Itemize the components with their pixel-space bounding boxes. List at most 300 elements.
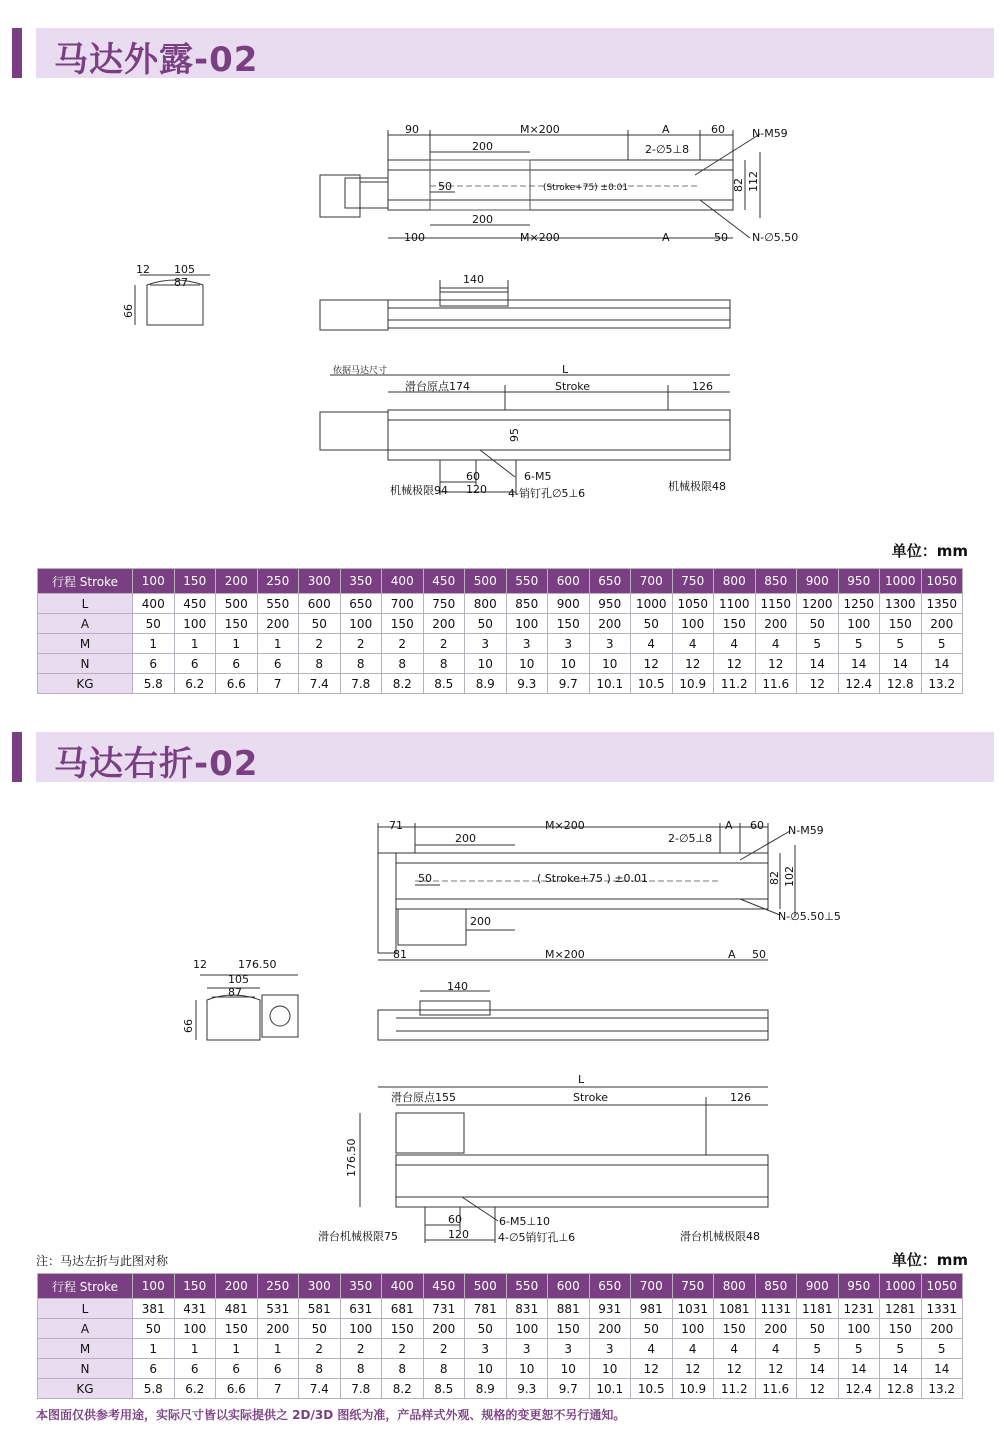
table-cell: 150 bbox=[382, 614, 424, 634]
dim-a-bottom: A bbox=[662, 231, 670, 244]
row-label: A bbox=[38, 614, 133, 634]
spec-table-header bbox=[38, 569, 963, 594]
row-label: M bbox=[38, 1339, 133, 1359]
label-limit-2: 机械极限48 bbox=[668, 480, 726, 493]
table-cell: 12 bbox=[672, 1359, 714, 1379]
header-stroke-value: 650 bbox=[589, 569, 631, 594]
table-cell: 200 bbox=[755, 614, 797, 634]
table-cell: 1 bbox=[174, 1339, 216, 1359]
spec-table-1 bbox=[37, 568, 963, 694]
table-cell: 12 bbox=[631, 1359, 673, 1379]
table-cell: 9.7 bbox=[548, 674, 590, 694]
table-cell: 12 bbox=[672, 654, 714, 674]
dim-87: 87 bbox=[174, 276, 188, 289]
table-row bbox=[38, 634, 963, 654]
label-n-hole: N-∅5.50⊥5 bbox=[778, 910, 841, 923]
table-cell: 11.6 bbox=[755, 674, 797, 694]
header-stroke-value: 400 bbox=[382, 569, 424, 594]
header-stroke-value: 200 bbox=[216, 1274, 258, 1299]
table-cell: 200 bbox=[423, 614, 465, 634]
table-cell: 6 bbox=[174, 1359, 216, 1379]
dim-120: 120 bbox=[448, 1228, 469, 1241]
table-cell: 6 bbox=[133, 1359, 175, 1379]
table-row bbox=[38, 654, 963, 674]
header-stroke-value: 950 bbox=[838, 1274, 880, 1299]
table-cell: 831 bbox=[506, 1299, 548, 1319]
table-cell: 9.7 bbox=[548, 1379, 590, 1399]
table-cell: 8.5 bbox=[423, 674, 465, 694]
header-stroke-value: 450 bbox=[423, 569, 465, 594]
table-row bbox=[38, 1359, 963, 1379]
table-cell: 1200 bbox=[797, 594, 839, 614]
table-cell: 10 bbox=[465, 1359, 507, 1379]
table-cell: 8 bbox=[382, 654, 424, 674]
table-cell: 3 bbox=[506, 1339, 548, 1359]
table-cell: 2 bbox=[382, 1339, 424, 1359]
table-cell: 6.6 bbox=[216, 1379, 258, 1399]
header-stroke-value: 200 bbox=[216, 569, 258, 594]
table-cell: 2 bbox=[423, 634, 465, 654]
dim-176-50-height: 176.50 bbox=[345, 1138, 358, 1177]
table-cell: 12 bbox=[797, 674, 839, 694]
header-stroke-value: 150 bbox=[174, 569, 216, 594]
label-m5: 6-M5⊥10 bbox=[499, 1215, 551, 1228]
label-stroke-tolerance: (Stroke+75) ±0.01 bbox=[543, 183, 629, 193]
table-cell: 2 bbox=[299, 634, 341, 654]
header-stroke-label: 行程 Stroke bbox=[38, 569, 133, 594]
dim-mx200-top: M×200 bbox=[545, 819, 585, 832]
dim-126: 126 bbox=[730, 1091, 751, 1104]
dim-82: 82 bbox=[732, 178, 745, 192]
table-cell: 150 bbox=[714, 614, 756, 634]
dim-mx200-bottom: M×200 bbox=[545, 948, 585, 961]
table-cell: 14 bbox=[921, 654, 963, 674]
table-cell: 5 bbox=[797, 1339, 839, 1359]
table-cell: 150 bbox=[880, 1319, 922, 1339]
row-label: M bbox=[38, 634, 133, 654]
table-cell: 12 bbox=[631, 654, 673, 674]
dim-66: 66 bbox=[182, 1019, 195, 1033]
table-cell: 1 bbox=[216, 634, 258, 654]
label-stroke-tolerance: ( Stroke+75 ) ±0.01 bbox=[537, 872, 649, 885]
table-cell: 581 bbox=[299, 1299, 341, 1319]
table-cell: 100 bbox=[506, 1319, 548, 1339]
dim-60-top: 60 bbox=[711, 123, 725, 136]
dim-140: 140 bbox=[463, 273, 484, 286]
label-2-hole: 2-∅5⊥8 bbox=[645, 143, 690, 156]
table-cell: 1 bbox=[174, 634, 216, 654]
dim-95: 95 bbox=[508, 428, 521, 442]
table-cell: 8 bbox=[299, 654, 341, 674]
header-stroke-value: 750 bbox=[672, 569, 714, 594]
table-cell: 10 bbox=[465, 654, 507, 674]
header-stroke-value: 100 bbox=[133, 569, 175, 594]
table-cell: 12.8 bbox=[880, 1379, 922, 1399]
table-cell: 1 bbox=[133, 634, 175, 654]
table-cell: 150 bbox=[714, 1319, 756, 1339]
label-limit-1: 滑台机械极限75 bbox=[318, 1230, 398, 1243]
table-cell: 450 bbox=[174, 594, 216, 614]
table-row bbox=[38, 674, 963, 694]
table-cell: 600 bbox=[299, 594, 341, 614]
table-cell: 6 bbox=[174, 654, 216, 674]
label-2-hole: 2-∅5⊥8 bbox=[668, 832, 713, 845]
dim-112: 112 bbox=[747, 171, 760, 192]
table-cell: 531 bbox=[257, 1299, 299, 1319]
header-stroke-value: 100 bbox=[133, 1274, 175, 1299]
table-cell: 50 bbox=[631, 1319, 673, 1339]
label-limit-2: 滑台机械极限48 bbox=[680, 1230, 760, 1243]
header-stroke-value: 800 bbox=[714, 1274, 756, 1299]
unit-label: 单位：mm bbox=[891, 542, 968, 560]
table-cell: 5.8 bbox=[133, 674, 175, 694]
label-limit-1: 机械极限94 bbox=[390, 484, 448, 497]
table-cell: 7.8 bbox=[340, 1379, 382, 1399]
dim-mx200-top: M×200 bbox=[520, 123, 560, 136]
table-cell: 8 bbox=[423, 1359, 465, 1379]
table-cell: 8.5 bbox=[423, 1379, 465, 1399]
table-cell: 431 bbox=[174, 1299, 216, 1319]
label-origin: 滑台原点155 bbox=[391, 1091, 456, 1104]
row-label: N bbox=[38, 1359, 133, 1379]
table-cell: 200 bbox=[589, 1319, 631, 1339]
table-cell: 3 bbox=[465, 1339, 507, 1359]
dim-105: 105 bbox=[174, 263, 195, 276]
table-row bbox=[38, 1319, 963, 1339]
table-cell: 1 bbox=[133, 1339, 175, 1359]
table-cell: 1150 bbox=[755, 594, 797, 614]
dim-12: 12 bbox=[136, 263, 150, 276]
header-stroke-value: 550 bbox=[506, 1274, 548, 1299]
table-cell: 1 bbox=[257, 634, 299, 654]
label-origin: 滑台原点174 bbox=[405, 380, 470, 393]
table-cell: 931 bbox=[589, 1299, 631, 1319]
table-cell: 4 bbox=[631, 1339, 673, 1359]
table-cell: 200 bbox=[423, 1319, 465, 1339]
table-cell: 150 bbox=[548, 1319, 590, 1339]
header-stroke-value: 150 bbox=[174, 1274, 216, 1299]
table-cell: 700 bbox=[382, 594, 424, 614]
header-stroke-value: 850 bbox=[755, 1274, 797, 1299]
table-cell: 1131 bbox=[755, 1299, 797, 1319]
table-cell: 6.2 bbox=[174, 674, 216, 694]
table-cell: 8.9 bbox=[465, 674, 507, 694]
table-cell: 4 bbox=[714, 1339, 756, 1359]
header-stroke-value: 650 bbox=[589, 1274, 631, 1299]
dim-50-bottom: 50 bbox=[714, 231, 728, 244]
table-cell: 5 bbox=[838, 634, 880, 654]
table-cell: 14 bbox=[838, 1359, 880, 1379]
dim-140: 140 bbox=[447, 980, 468, 993]
spec-table-header bbox=[38, 1274, 963, 1299]
row-label: L bbox=[38, 594, 133, 614]
table-cell: 481 bbox=[216, 1299, 258, 1319]
label-stroke: Stroke bbox=[555, 380, 591, 393]
table-cell: 12 bbox=[755, 654, 797, 674]
table-cell: 3 bbox=[589, 634, 631, 654]
dim-126: 126 bbox=[692, 380, 713, 393]
dim-176-50: 176.50 bbox=[238, 958, 277, 971]
header-stroke-value: 600 bbox=[548, 569, 590, 594]
table-cell: 3 bbox=[506, 634, 548, 654]
section-title: 马达外露-02 bbox=[54, 40, 259, 80]
header-stroke-value: 350 bbox=[340, 569, 382, 594]
dim-66: 66 bbox=[122, 304, 135, 318]
table-cell: 5 bbox=[880, 1339, 922, 1359]
table-cell: 6 bbox=[216, 1359, 258, 1379]
header-stroke-value: 700 bbox=[631, 569, 673, 594]
table-cell: 1031 bbox=[672, 1299, 714, 1319]
dim-50-bottom: 50 bbox=[752, 948, 766, 961]
row-label: KG bbox=[38, 1379, 133, 1399]
table-cell: 10 bbox=[548, 654, 590, 674]
dim-mx200-bottom: M×200 bbox=[520, 231, 560, 244]
table-cell: 381 bbox=[133, 1299, 175, 1319]
table-cell: 8 bbox=[382, 1359, 424, 1379]
label-pin-hole: 4-∅5销钉孔⊥6 bbox=[498, 1231, 576, 1244]
dim-81: 81 bbox=[393, 948, 407, 961]
table-cell: 12 bbox=[755, 1359, 797, 1379]
table-cell: 10 bbox=[548, 1359, 590, 1379]
table-cell: 2 bbox=[423, 1339, 465, 1359]
table-cell: 1000 bbox=[631, 594, 673, 614]
table-cell: 11.2 bbox=[714, 1379, 756, 1399]
table-cell: 3 bbox=[548, 634, 590, 654]
table-cell: 50 bbox=[299, 614, 341, 634]
table-cell: 3 bbox=[589, 1339, 631, 1359]
label-stroke: Stroke bbox=[573, 1091, 609, 1104]
drawing-svg-2 bbox=[0, 815, 1000, 1245]
table-cell: 1331 bbox=[921, 1299, 963, 1319]
dim-102: 102 bbox=[783, 866, 796, 887]
table-cell: 12.8 bbox=[880, 674, 922, 694]
dim-a-top: A bbox=[725, 819, 733, 832]
table-cell: 10.1 bbox=[589, 674, 631, 694]
table-cell: 50 bbox=[133, 614, 175, 634]
table-cell: 200 bbox=[921, 614, 963, 634]
header-stroke-value: 1050 bbox=[921, 569, 963, 594]
table-cell: 2 bbox=[340, 634, 382, 654]
label-motor-size: 依据马达尺寸 bbox=[333, 366, 388, 376]
table-cell: 4 bbox=[714, 634, 756, 654]
table-cell: 10.9 bbox=[672, 674, 714, 694]
table-cell: 50 bbox=[465, 1319, 507, 1339]
header-stroke-label: 行程 Stroke bbox=[38, 1274, 133, 1299]
table-cell: 100 bbox=[838, 614, 880, 634]
dim-50: 50 bbox=[438, 180, 452, 193]
table-cell: 100 bbox=[174, 614, 216, 634]
table-cell: 10.5 bbox=[631, 1379, 673, 1399]
table-cell: 12 bbox=[797, 1379, 839, 1399]
label-n-m59: N-M59 bbox=[788, 824, 824, 837]
table-cell: 10.9 bbox=[672, 1379, 714, 1399]
header-stroke-value: 1000 bbox=[880, 569, 922, 594]
header-stroke-value: 350 bbox=[340, 1274, 382, 1299]
header-stroke-value: 450 bbox=[423, 1274, 465, 1299]
table-cell: 400 bbox=[133, 594, 175, 614]
table-cell: 100 bbox=[506, 614, 548, 634]
table-cell: 8 bbox=[299, 1359, 341, 1379]
table-cell: 200 bbox=[921, 1319, 963, 1339]
table-cell: 200 bbox=[755, 1319, 797, 1339]
table-cell: 1350 bbox=[921, 594, 963, 614]
table-cell: 3 bbox=[548, 1339, 590, 1359]
section-header-motor-right-fold bbox=[12, 732, 994, 782]
table-cell: 8 bbox=[340, 654, 382, 674]
table-cell: 500 bbox=[216, 594, 258, 614]
table-cell: 5 bbox=[921, 1339, 963, 1359]
table-cell: 150 bbox=[382, 1319, 424, 1339]
table-cell: 8 bbox=[423, 654, 465, 674]
section-accent bbox=[12, 732, 22, 782]
table-row bbox=[38, 1379, 963, 1399]
table-cell: 6 bbox=[216, 654, 258, 674]
header-stroke-value: 850 bbox=[755, 569, 797, 594]
header-stroke-value: 1050 bbox=[921, 1274, 963, 1299]
table-cell: 200 bbox=[257, 614, 299, 634]
table-cell: 900 bbox=[548, 594, 590, 614]
table-cell: 1281 bbox=[880, 1299, 922, 1319]
dim-a-top: A bbox=[662, 123, 670, 136]
table-cell: 150 bbox=[216, 614, 258, 634]
table-cell: 8.9 bbox=[465, 1379, 507, 1399]
table-cell: 13.2 bbox=[921, 1379, 963, 1399]
table-cell: 631 bbox=[340, 1299, 382, 1319]
table-cell: 5 bbox=[797, 634, 839, 654]
section-accent bbox=[12, 28, 22, 78]
table-cell: 13.2 bbox=[921, 674, 963, 694]
dim-L: L bbox=[562, 363, 569, 376]
table-cell: 550 bbox=[257, 594, 299, 614]
table-cell: 200 bbox=[589, 614, 631, 634]
table-cell: 10 bbox=[589, 1359, 631, 1379]
label-pin-hole: 4-销钉孔∅5⊥6 bbox=[508, 487, 586, 500]
table-cell: 50 bbox=[797, 614, 839, 634]
table-cell: 781 bbox=[465, 1299, 507, 1319]
table-cell: 881 bbox=[548, 1299, 590, 1319]
table-cell: 100 bbox=[340, 1319, 382, 1339]
dim-60-top: 60 bbox=[750, 819, 764, 832]
table-cell: 100 bbox=[672, 614, 714, 634]
drawing-svg-1 bbox=[0, 120, 1000, 510]
dim-71: 71 bbox=[389, 819, 403, 832]
row-label: L bbox=[38, 1299, 133, 1319]
table-row bbox=[38, 1299, 963, 1319]
table-cell: 800 bbox=[465, 594, 507, 614]
table-cell: 1050 bbox=[672, 594, 714, 614]
table-cell: 1250 bbox=[838, 594, 880, 614]
spec-table-2 bbox=[37, 1273, 963, 1399]
table-cell: 1100 bbox=[714, 594, 756, 614]
dim-a-bottom: A bbox=[728, 948, 736, 961]
table-cell: 200 bbox=[257, 1319, 299, 1339]
table-cell: 850 bbox=[506, 594, 548, 614]
table-cell: 10.1 bbox=[589, 1379, 631, 1399]
table-cell: 14 bbox=[921, 1359, 963, 1379]
table-cell: 5 bbox=[921, 634, 963, 654]
table-cell: 10.5 bbox=[631, 674, 673, 694]
table-cell: 100 bbox=[340, 614, 382, 634]
dim-50: 50 bbox=[418, 872, 432, 885]
header-stroke-value: 750 bbox=[672, 1274, 714, 1299]
technical-drawing-1 bbox=[0, 120, 1000, 510]
table-cell: 150 bbox=[548, 614, 590, 634]
table-cell: 6.6 bbox=[216, 674, 258, 694]
table-cell: 12.4 bbox=[838, 674, 880, 694]
table-cell: 14 bbox=[880, 1359, 922, 1379]
table-cell: 7 bbox=[257, 1379, 299, 1399]
table-cell: 1081 bbox=[714, 1299, 756, 1319]
table-cell: 6 bbox=[257, 654, 299, 674]
table-cell: 4 bbox=[755, 1339, 797, 1359]
table-cell: 14 bbox=[797, 1359, 839, 1379]
table-cell: 6.2 bbox=[174, 1379, 216, 1399]
section-header-motor-exposed bbox=[12, 28, 994, 78]
table-cell: 14 bbox=[880, 654, 922, 674]
header-stroke-value: 700 bbox=[631, 1274, 673, 1299]
table-cell: 10 bbox=[506, 1359, 548, 1379]
table-cell: 8 bbox=[340, 1359, 382, 1379]
table-row bbox=[38, 1339, 963, 1359]
table-cell: 50 bbox=[299, 1319, 341, 1339]
table-cell: 750 bbox=[423, 594, 465, 614]
table-cell: 2 bbox=[299, 1339, 341, 1359]
table-cell: 11.2 bbox=[714, 674, 756, 694]
table-cell: 12.4 bbox=[838, 1379, 880, 1399]
table-cell: 50 bbox=[631, 614, 673, 634]
table-cell: 6 bbox=[257, 1359, 299, 1379]
table-cell: 950 bbox=[589, 594, 631, 614]
footnote-disclaimer: 本图面仅供参考用途，实际尺寸皆以实际提供之 2D/3D 图纸为准，产品样式外观、规格的变更恕不另行通知。 bbox=[36, 1408, 626, 1422]
table-cell: 1 bbox=[216, 1339, 258, 1359]
section-title: 马达右折-02 bbox=[54, 744, 259, 784]
spec-table-body bbox=[38, 1299, 963, 1399]
table-cell: 100 bbox=[838, 1319, 880, 1339]
table-cell: 10 bbox=[506, 654, 548, 674]
row-label: A bbox=[38, 1319, 133, 1339]
header-stroke-value: 500 bbox=[465, 1274, 507, 1299]
dim-60-slide: 60 bbox=[466, 470, 480, 483]
table-cell: 1181 bbox=[797, 1299, 839, 1319]
table-row bbox=[38, 614, 963, 634]
header-stroke-value: 800 bbox=[714, 569, 756, 594]
table-cell: 7 bbox=[257, 674, 299, 694]
header-stroke-value: 300 bbox=[299, 569, 341, 594]
dim-L: L bbox=[578, 1073, 585, 1086]
header-stroke-value: 250 bbox=[257, 1274, 299, 1299]
dim-90: 90 bbox=[405, 123, 419, 136]
table-cell: 681 bbox=[382, 1299, 424, 1319]
table-cell: 5.8 bbox=[133, 1379, 175, 1399]
table-cell: 9.3 bbox=[506, 674, 548, 694]
table-cell: 5 bbox=[838, 1339, 880, 1359]
header-stroke-value: 500 bbox=[465, 569, 507, 594]
dim-200-motor: 200 bbox=[470, 915, 491, 928]
table-cell: 50 bbox=[797, 1319, 839, 1339]
table-cell: 4 bbox=[755, 634, 797, 654]
table-cell: 100 bbox=[672, 1319, 714, 1339]
table-cell: 100 bbox=[174, 1319, 216, 1339]
header-stroke-value: 900 bbox=[797, 1274, 839, 1299]
table-cell: 2 bbox=[340, 1339, 382, 1359]
header-stroke-value: 550 bbox=[506, 569, 548, 594]
table-cell: 3 bbox=[465, 634, 507, 654]
table-cell: 150 bbox=[216, 1319, 258, 1339]
dim-200-bottom: 200 bbox=[472, 213, 493, 226]
mirror-note: 注：马达左折与此图对称 bbox=[36, 1254, 169, 1268]
table-cell: 650 bbox=[340, 594, 382, 614]
table-cell: 2 bbox=[382, 634, 424, 654]
